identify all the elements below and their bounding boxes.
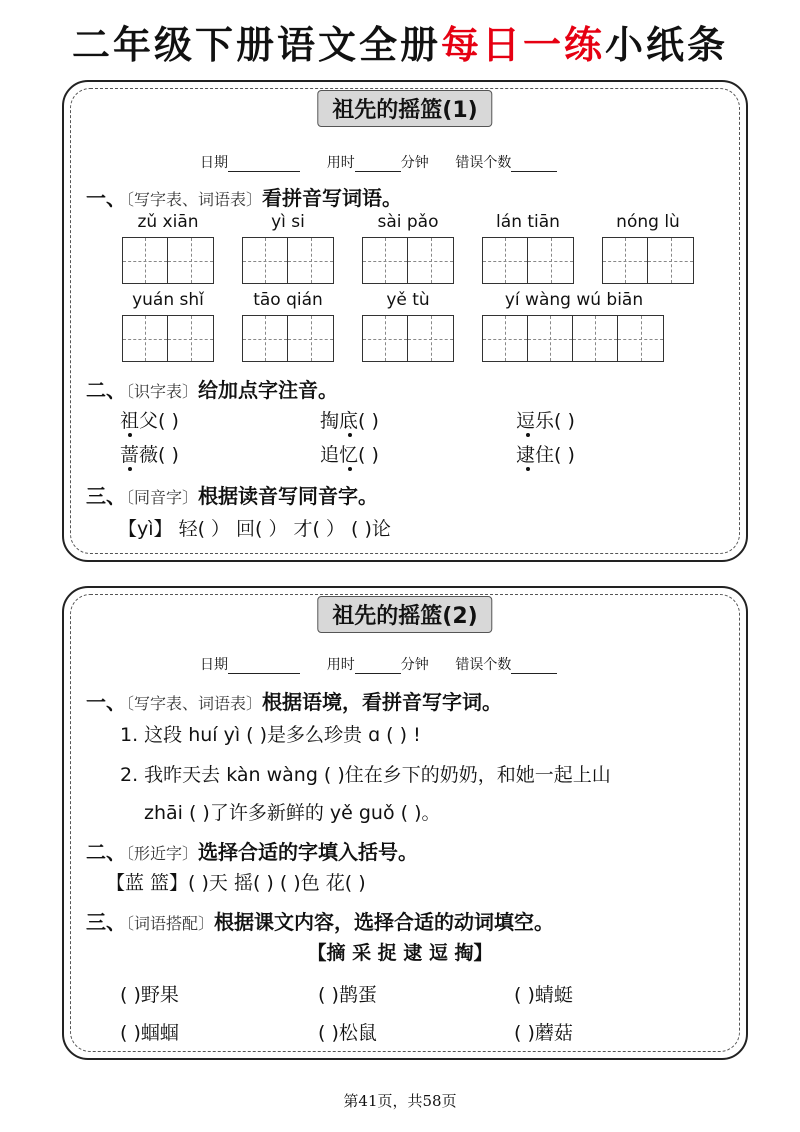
card-1-title: 祖先的摇篮(1) — [317, 90, 492, 127]
section-number: 二、 — [86, 378, 126, 402]
phonetic-item: 掏底( ) — [320, 410, 379, 432]
section-number: 二、 — [86, 840, 126, 864]
time-label: 用时 — [326, 657, 355, 673]
pinyin-label: yì si — [271, 212, 305, 232]
title-part-red: 每日一练 — [440, 23, 605, 67]
pinyin-label: zǔ xiān — [137, 212, 199, 232]
pinyin-label: yí wàng wú biān — [504, 290, 644, 310]
writing-grid[interactable] — [482, 315, 664, 362]
pinyin-label: nóng lù — [616, 212, 680, 232]
emphasis-dot — [128, 467, 132, 471]
card-2-section-2 — [86, 836, 418, 865]
collocation-item: ( )松鼠 — [318, 1022, 377, 1044]
writing-grid[interactable] — [362, 315, 454, 362]
phonetic-item: 逮住( ) — [516, 444, 575, 466]
title-part-1: 二年级下册语文全册 — [71, 23, 441, 67]
card-1-section-2 — [86, 374, 338, 403]
emphasis-dot — [348, 433, 352, 437]
errors-blank[interactable] — [511, 157, 557, 172]
emphasis-dot — [128, 433, 132, 437]
phonetic-item: 追忆( ) — [320, 444, 379, 466]
section-instruction: 看拼音写词语。 — [262, 186, 403, 210]
writing-grid[interactable] — [242, 315, 334, 362]
date-blank[interactable] — [228, 659, 300, 674]
section-instruction: 给加点字注音。 — [198, 378, 339, 402]
section-tag: 〔同音字〕 — [126, 488, 199, 507]
collocation-item: ( )蘑菇 — [514, 1022, 573, 1044]
section-tag: 〔写字表、词语表〕 — [126, 694, 263, 713]
collocation-item: ( )蜻蜓 — [514, 984, 573, 1006]
card-1-section-1 — [86, 182, 402, 211]
time-blank[interactable] — [355, 659, 401, 674]
question-1: 1. 这段 huí yì ( )是多么珍贵 ɑ ( ) ! — [120, 724, 421, 746]
collocation-item: ( )蝈蝈 — [120, 1022, 179, 1044]
collocation-item: ( )野果 — [120, 984, 179, 1006]
emphasis-dot — [526, 433, 530, 437]
pinyin-label: lán tiān — [496, 212, 560, 232]
writing-grid[interactable] — [482, 237, 574, 284]
card-2-section-1 — [86, 686, 502, 715]
writing-grid[interactable] — [122, 315, 214, 362]
writing-grid[interactable] — [242, 237, 334, 284]
phonetic-item: 逗乐( ) — [516, 410, 575, 432]
question-2-line-2: zhāi ( )了许多新鲜的 yě guǒ ( )。 — [144, 802, 441, 824]
card-1-meta — [200, 152, 557, 172]
section-tag: 〔形近字〕 — [126, 844, 199, 863]
section-number: 一、 — [86, 186, 126, 210]
pinyin-label: yuán shǐ — [132, 290, 204, 310]
card-2-meta — [200, 654, 557, 674]
card-2-section-3 — [86, 906, 554, 935]
section-number: 一、 — [86, 690, 126, 714]
section-number: 三、 — [86, 484, 126, 508]
errors-label: 错误个数 — [455, 155, 512, 171]
title-part-2: 小纸条 — [605, 23, 729, 67]
writing-grid[interactable] — [602, 237, 694, 284]
emphasis-dot — [526, 467, 530, 471]
date-label: 日期 — [200, 155, 228, 171]
writing-grid[interactable] — [362, 237, 454, 284]
emphasis-dot — [348, 467, 352, 471]
card-1-section-3 — [86, 480, 378, 509]
time-label: 用时 — [326, 155, 355, 171]
question-2-line-1: 2. 我昨天去 kàn wàng ( )住在乡下的奶奶，和她一起上山 — [120, 764, 611, 786]
section-instruction: 根据课文内容，选择合适的动词填空。 — [214, 910, 555, 934]
card-2-title: 祖先的摇篮(2) — [317, 596, 492, 633]
phonetic-item: 祖父( ) — [120, 410, 179, 432]
section-number: 三、 — [86, 910, 126, 934]
page-title — [0, 14, 800, 69]
minutes-label: 分钟 — [400, 155, 429, 171]
date-blank[interactable] — [228, 157, 300, 172]
writing-grid[interactable] — [122, 237, 214, 284]
section-tag: 〔写字表、词语表〕 — [126, 190, 263, 209]
section-instruction: 选择合适的字填入括号。 — [198, 840, 419, 864]
phonetic-item: 蔷薇( ) — [120, 444, 179, 466]
date-label: 日期 — [200, 657, 228, 673]
section-instruction: 根据语境，看拼音写字词。 — [262, 690, 503, 714]
pinyin-label: tāo qián — [253, 290, 323, 310]
time-blank[interactable] — [355, 157, 401, 172]
section-tag: 〔词语搭配〕 — [126, 914, 215, 933]
collocation-item: ( )鹊蛋 — [318, 984, 377, 1006]
verb-options: 【摘 采 捉 逮 逗 掏】 — [307, 942, 493, 964]
minutes-label: 分钟 — [400, 657, 429, 673]
errors-blank[interactable] — [511, 659, 557, 674]
section-instruction: 根据读音写同音字。 — [198, 484, 379, 508]
pinyin-label: sài pǎo — [377, 212, 439, 232]
errors-label: 错误个数 — [455, 657, 512, 673]
page-footer: 第41页，共58页 — [343, 1092, 457, 1110]
homophone-line: 【yì】 轻( ） 回( ） 才( ） ( )论 — [118, 518, 391, 540]
section-tag: 〔识字表〕 — [126, 382, 199, 401]
pinyin-label: yě tù — [386, 290, 430, 310]
similar-char-line: 【蓝 篮】( )天 摇( ) ( )色 花( ) — [106, 872, 366, 894]
